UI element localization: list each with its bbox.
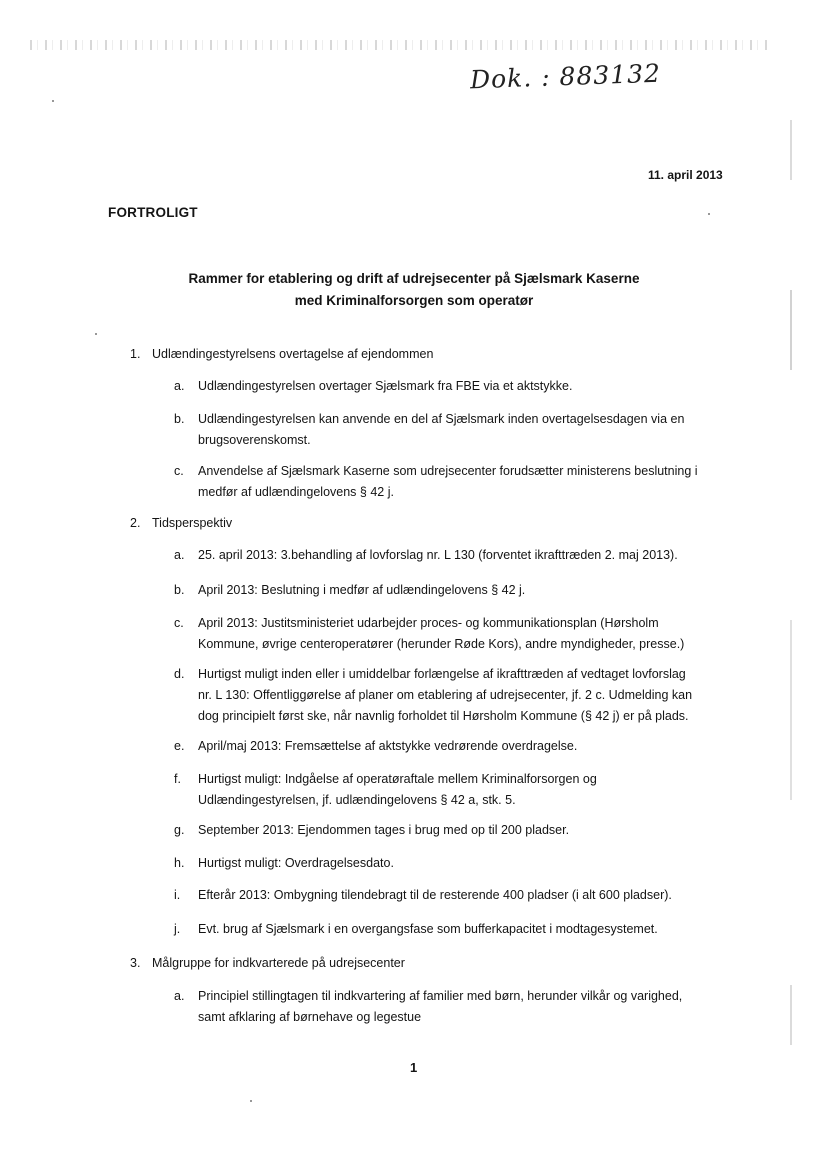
item-letter: g.	[174, 823, 185, 837]
section-title: Tidsperspektiv	[152, 516, 233, 530]
item-letter: i.	[174, 888, 181, 902]
item-text-line: April 2013: Justitsministeriet udarbejder proces- og kommunikationsplan (Hørsholm	[198, 616, 659, 630]
item-text-line: medfør af udlændingelovens § 42 j.	[198, 485, 394, 499]
scan-edge-mark	[790, 120, 792, 180]
item-text-line: Udlændingestyrelsen kan anvende en del af Sjælsmark inden overtagelsesdagen via en	[198, 412, 685, 426]
item-text-line: Udlændingestyrelsen, jf. udlændingelovens § 42 a, stk. 5.	[198, 793, 516, 807]
item-letter: j.	[174, 922, 181, 936]
section-title: Målgruppe for indkvarterede på udrejsecenter	[152, 956, 405, 970]
item-letter: a.	[174, 989, 185, 1003]
item-letter: d.	[174, 667, 185, 681]
item-text-line: dog principielt først ske, når navnlig forholdet til Hørsholm Kommune (§ 42 j) er på plads.	[198, 709, 689, 723]
item-text-line: Hurtigst muligt: Indgåelse af operatøraftale mellem Kriminalforsorgen og	[198, 772, 597, 786]
scan-edge-mark	[790, 620, 792, 800]
section-number: 3.	[130, 956, 141, 970]
item-letter: c.	[174, 616, 184, 630]
section-title: Udlændingestyrelsens overtagelse af ejendommen	[152, 347, 434, 361]
handwritten-document-reference: Dok. : 883132	[469, 58, 662, 95]
item-letter: b.	[174, 412, 185, 426]
item-text-line: Principiel stillingtagen til indkvartering af familier med børn, herunder vilkår og varighed,	[198, 989, 683, 1003]
item-text-line: Efterår 2013: Ombygning tilendebragt til de resterende 400 pladser (i alt 600 pladser).	[198, 888, 672, 902]
scan-speck	[708, 213, 710, 215]
document-title-line-1: Rammer for etablering og drift af udrejsecenter på Sjælsmark Kaserne	[188, 271, 640, 286]
scan-edge-mark	[790, 985, 792, 1045]
item-text-line: samt afklaring af børnehave og legestue	[198, 1010, 422, 1024]
item-letter: c.	[174, 464, 184, 478]
item-letter: e.	[174, 739, 185, 753]
page-number: 1	[410, 1060, 418, 1075]
scan-edge-mark	[790, 290, 792, 370]
item-text-line: April/maj 2013: Fremsættelse af aktstykke vedrørende overdragelse.	[198, 739, 578, 753]
scan-speck	[52, 100, 54, 102]
item-letter: f.	[174, 772, 181, 786]
item-text-line: Hurtigst muligt: Overdragelsesdato.	[198, 856, 394, 870]
scan-speck	[250, 1100, 252, 1102]
document-title-line-2: med Kriminalforsorgen som operatør	[294, 293, 534, 308]
item-text-line: 25. april 2013: 3.behandling af lovforslag nr. L 130 (forventet ikrafttræden 2. maj 2013).	[198, 548, 678, 562]
item-letter: b.	[174, 583, 185, 597]
item-text-line: Kommune, øvrige centeroperatører (herunder Røde Kors), andre myndigheder, presse.)	[198, 637, 685, 651]
document-date: 11. april 2013	[648, 168, 723, 182]
item-text-line: Anvendelse af Sjælsmark Kaserne som udrejsecenter forudsætter ministerens beslutning i	[198, 464, 698, 478]
item-text-line: nr. L 130: Offentliggørelse af planer om etablering af udrejsecenter, jf. 2 c. Udmelding kan	[198, 688, 693, 702]
item-text-line: Udlændingestyrelsen overtager Sjælsmark fra FBE via et aktstykke.	[198, 379, 573, 393]
item-text-line: September 2013: Ejendommen tages i brug med op til 200 pladser.	[198, 823, 570, 837]
item-text-line: Evt. brug af Sjælsmark i en overgangsfase som bufferkapacitet i modtagesystemet.	[198, 922, 658, 936]
classification-label: FORTROLIGT	[108, 205, 198, 220]
scan-speck	[95, 333, 97, 335]
item-letter: a.	[174, 548, 185, 562]
section-number: 2.	[130, 516, 141, 530]
item-letter: a.	[174, 379, 185, 393]
section-number: 1.	[130, 347, 141, 361]
item-letter: h.	[174, 856, 185, 870]
item-text-line: Hurtigst muligt inden eller i umiddelbar forlængelse af ikrafttræden af vedtaget lovforslag	[198, 667, 686, 681]
item-text-line: brugsoverenskomst.	[198, 433, 311, 447]
scan-artifact-line	[30, 40, 770, 50]
item-text-line: April 2013: Beslutning i medfør af udlændingelovens § 42 j.	[198, 583, 526, 597]
